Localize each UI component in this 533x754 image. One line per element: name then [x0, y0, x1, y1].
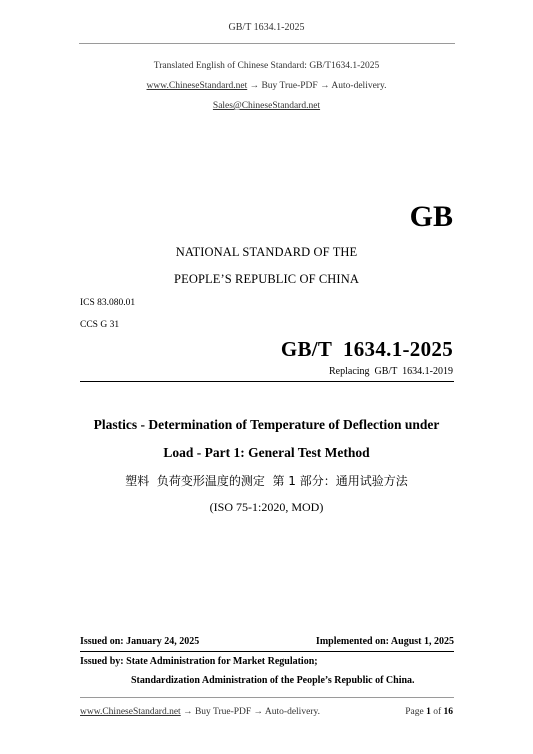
title-english-line2: Load - Part 1: General Test Method	[163, 445, 370, 460]
national-standard-line1: NATIONAL STANDARD OF THE	[175, 245, 358, 259]
of-label: of	[433, 707, 442, 717]
issued-by-line1: Issued by: State Administration for Market Regulation;	[80, 656, 318, 667]
iso-reference: (ISO 75-1:2020, MOD)	[209, 500, 324, 514]
purchase-note	[0, 81, 533, 91]
title-divider	[80, 381, 454, 382]
implemented-date: Implemented on: August 1, 2025	[315, 636, 454, 647]
page-number: 1	[426, 707, 431, 717]
replacing-note: Replacing GB/T 1634.1-2019	[329, 366, 453, 377]
purchase-note-text: → Buy True-PDF → Auto-delivery.	[247, 81, 387, 91]
dates-row	[80, 636, 454, 647]
issued-by-line2: Standardization Administration of the People’s Republic of China.	[131, 675, 415, 686]
footer-purchase-note	[80, 707, 320, 717]
page-label: Page	[405, 707, 424, 717]
ccs-code: CCS G 31	[80, 320, 120, 330]
title-chinese: 塑料 负荷变形温度的测定 第 1 部分：通用试验方法	[125, 474, 408, 488]
title-english-line1: Plastics - Determination of Temperature of Deflection under	[93, 417, 440, 432]
national-standard-line2: PEOPLE’S REPUBLIC OF CHINA	[174, 272, 359, 286]
footer-divider	[80, 697, 454, 698]
standard-number: GB/T 1634.1-2025	[280, 337, 453, 361]
translation-note: Translated English of Chinese Standard: GB/T1634.1-2025	[153, 61, 380, 71]
running-header: GB/T 1634.1-2025	[228, 22, 305, 33]
footer-site-link[interactable]: www.ChineseStandard.net	[80, 707, 181, 717]
email-note	[0, 101, 533, 111]
footer-purchase-text: → Buy True-PDF → Auto-delivery.	[180, 707, 320, 717]
ics-code: ICS 83.080.01	[80, 298, 136, 308]
page-total: 16	[443, 707, 453, 717]
dates-divider	[80, 651, 454, 652]
page-indicator	[405, 707, 453, 717]
header-divider	[79, 43, 455, 44]
issued-date: Issued on: January 24, 2025	[80, 636, 200, 647]
email-link[interactable]: Sales@ChineseStandard.net	[212, 101, 321, 111]
site-link[interactable]: www.ChineseStandard.net	[146, 81, 248, 91]
gb-logo: GB	[409, 200, 453, 233]
